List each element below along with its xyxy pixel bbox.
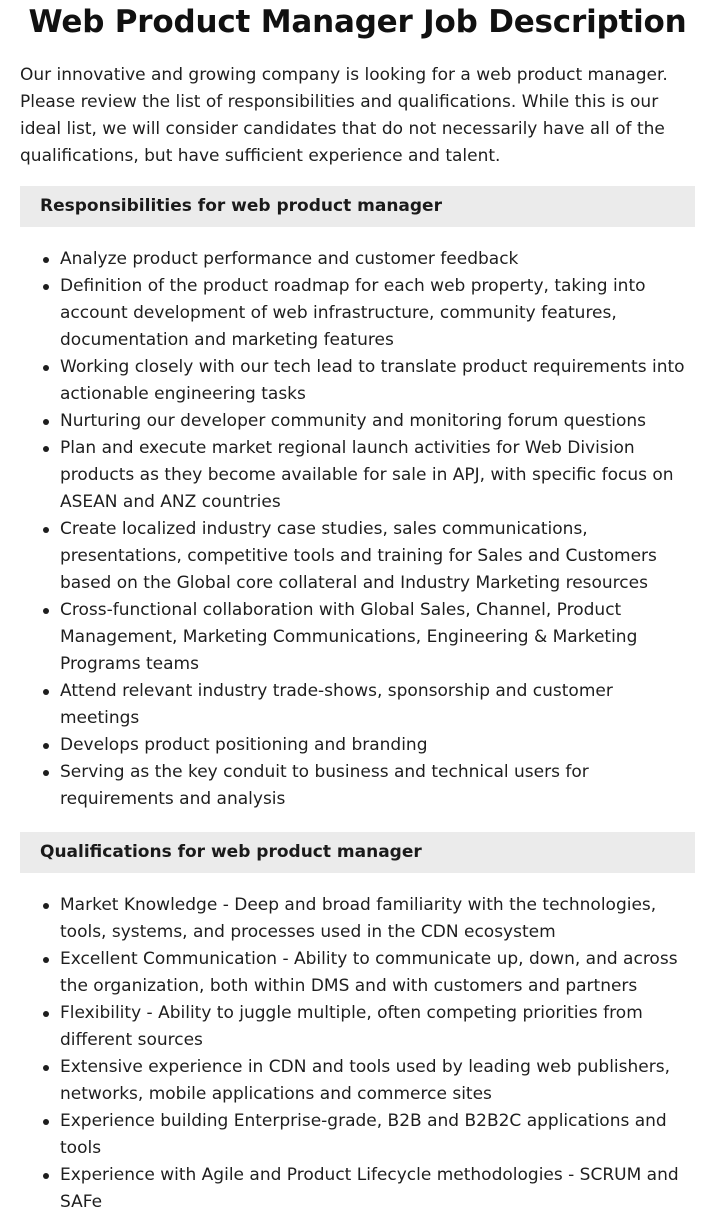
intro-paragraph: Our innovative and growing company is looking for a web product manager. Please review the list of responsibilities and qualifications. While this is our ideal list, we will consider candidates that do not necessarily have all of the qualifications, but have sufficient experience and talent. (20, 65, 668, 166)
qualifications-list (20, 892, 695, 1216)
responsibility-item: Nurturing our developer community and monitoring forum questions (60, 408, 695, 435)
responsibility-item: Develops product positioning and branding (60, 732, 695, 759)
responsibility-item: Analyze product performance and customer feedback (60, 246, 695, 273)
qualification-item: Experience building Enterprise-grade, B2B and B2B2C applications and tools (60, 1108, 695, 1162)
responsibility-item: Create localized industry case studies, sales communications, presentations, competitive tools and training for Sales and Customers based on the Global core collateral and Industry Marketing resources (60, 516, 695, 597)
qualification-item: Market Knowledge - Deep and broad familiarity with the technologies, tools, systems, and processes used in the CDN ecosystem (60, 892, 695, 946)
responsibility-item: Cross-functional collaboration with Global Sales, Channel, Product Management, Marketing Communications, Engineering & Marketing Programs teams (60, 597, 695, 678)
page-title: Web Product Manager Job Description (28, 4, 687, 40)
qualification-item: Experience with Agile and Product Lifecycle methodologies - SCRUM and SAFe (60, 1162, 695, 1216)
responsibility-item: Plan and execute market regional launch activities for Web Division products as they become available for sale in APJ, with specific focus on ASEAN and ANZ countries (60, 435, 695, 516)
qualification-item: Flexibility - Ability to juggle multiple, often competing priorities from different sources (60, 1000, 695, 1054)
qualification-item: Extensive experience in CDN and tools used by leading web publishers, networks, mobile applications and commerce sites (60, 1054, 695, 1108)
responsibilities-heading: Responsibilities for web product manager (20, 186, 695, 227)
qualifications-heading: Qualifications for web product manager (20, 832, 695, 873)
responsibility-item: Working closely with our tech lead to translate product requirements into actionable engineering tasks (60, 354, 695, 408)
responsibility-item: Definition of the product roadmap for each web property, taking into account development of web infrastructure, community features, documentation and marketing features (60, 273, 695, 354)
qualification-item: Excellent Communication - Ability to communicate up, down, and across the organization, both within DMS and with customers and partners (60, 946, 695, 1000)
responsibility-item: Serving as the key conduit to business and technical users for requirements and analysis (60, 759, 695, 813)
responsibility-item: Attend relevant industry trade-shows, sponsorship and customer meetings (60, 678, 695, 732)
responsibilities-list (20, 246, 695, 813)
